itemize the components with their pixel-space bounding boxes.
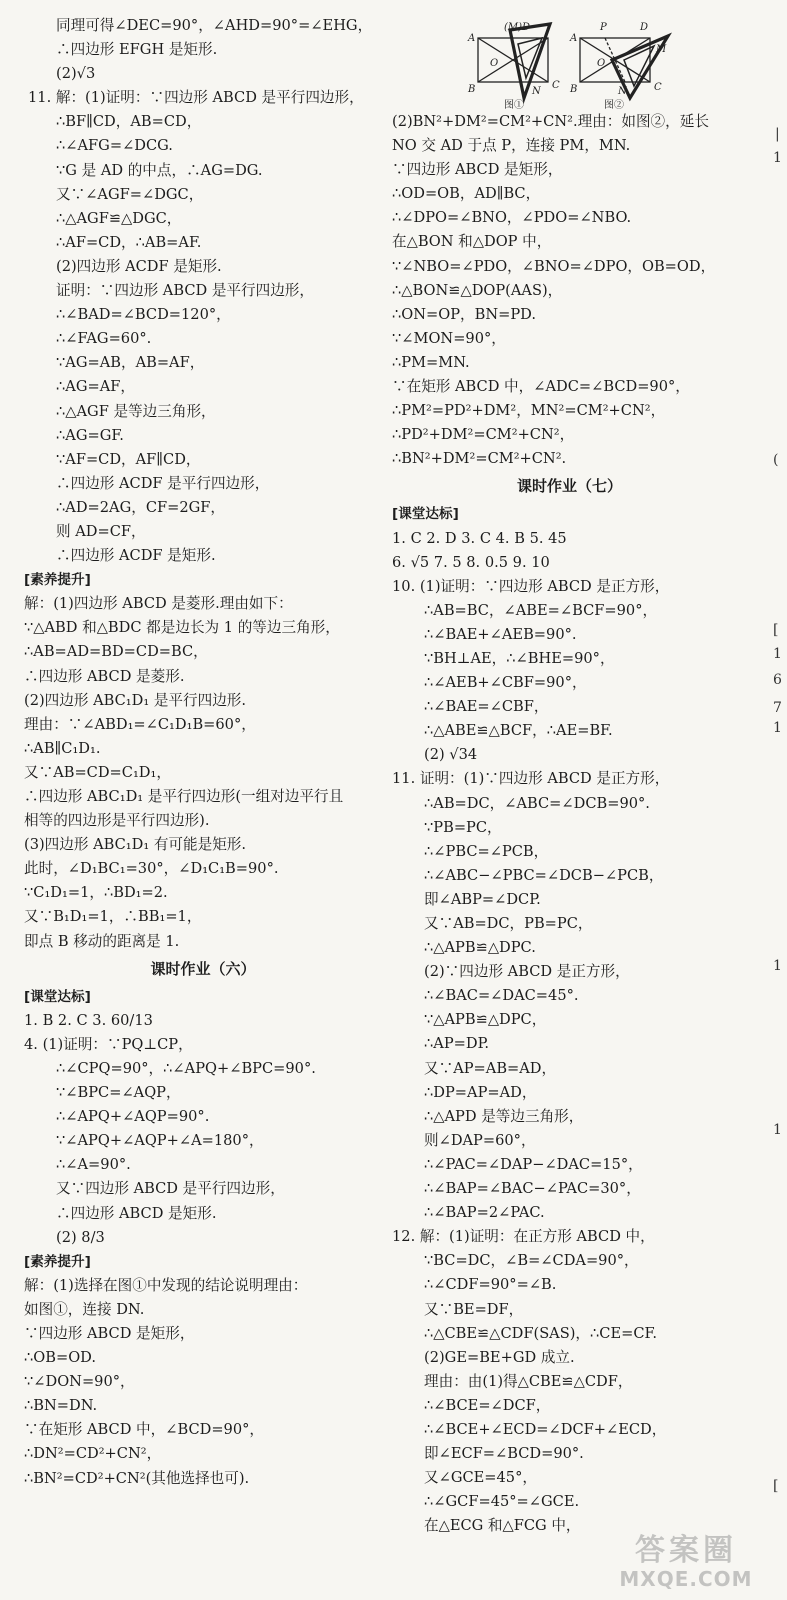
- text-line: 解：(1)四边形 ABCD 是菱形.理由如下：: [24, 595, 293, 613]
- edge-mark: [: [773, 1478, 779, 1494]
- text-line: ∵C₁D₁=1，∴BD₁=2.: [24, 884, 168, 902]
- text-line: 11. 解：(1)证明：∵四边形 ABCD 是平行四边形，: [28, 89, 364, 107]
- text-line: 理由：由(1)得△CBE≌△CDF，: [424, 1372, 633, 1390]
- text-line: ∴BN²=CD²+CN²(其他选择也可).: [24, 1469, 250, 1487]
- edge-mark: 1: [773, 150, 782, 166]
- fig1-label-b: B: [468, 84, 476, 95]
- text-line: ∴AG=GF.: [56, 426, 124, 444]
- text-line: ∴△BON≌△DOP(AAS)，: [392, 281, 563, 299]
- fig1-label-o: O: [490, 58, 499, 69]
- text-line: ∴∠GCF=45°=∠GCE.: [424, 1493, 580, 1511]
- text-line: ∴∠BCE=∠DCF，: [424, 1396, 551, 1414]
- text-line: 又∵B₁D₁=1，∴BB₁=1，: [24, 908, 202, 926]
- fig1-label-c: C: [552, 80, 560, 91]
- text-line: 在△BON 和△DOP 中，: [392, 233, 552, 251]
- left-column: [24, 14, 382, 1491]
- right-column: [392, 14, 747, 1538]
- text-line: ∵四边形 ABCD 是矩形，: [392, 161, 563, 179]
- text-line: 1. C 2. D 3. C 4. B 5. 45: [392, 529, 567, 547]
- edge-mark: [: [773, 622, 779, 638]
- text-line: ∴∠A=90°.: [56, 1156, 131, 1174]
- text-line: (2)BN²+DM²=CM²+CN².理由：如图②，延长: [392, 113, 709, 130]
- text-line: ∴∠BAE+∠AEB=90°.: [424, 625, 577, 643]
- text-line: ∴∠BCE+∠ECD=∠DCF+∠ECD，: [424, 1420, 667, 1438]
- text-line: ∴∠PAC=∠DAP−∠DAC=15°，: [424, 1155, 643, 1173]
- text-line: ∴△AGF≌△DGC，: [56, 209, 182, 227]
- text-line: ∵四边形 ABCD 是矩形，: [24, 1324, 195, 1342]
- text-line: ∵∠MON=90°，: [392, 329, 506, 347]
- text-line: ∴∠APQ+∠AQP=90°.: [56, 1108, 210, 1126]
- text-line: (2)∵四边形 ABCD 是正方形，: [424, 963, 630, 981]
- text-line: ∴AB=AD=BD=CD=BC，: [24, 643, 208, 661]
- section-label: [素养提升]: [24, 572, 91, 589]
- text-line: 即∠ECF=∠BCD=90°.: [424, 1445, 584, 1463]
- text-line: ∴∠AEB+∠CBF=90°，: [424, 674, 587, 692]
- watermark-line2: MXQE.COM: [619, 1567, 753, 1591]
- text-line: 则∠DAP=60°，: [424, 1131, 536, 1149]
- text-line: ∴△CBE≌△CDF(SAS)，∴CE=CF.: [424, 1324, 658, 1342]
- text-line: ∴BN=DN.: [24, 1397, 98, 1415]
- text-line: 又∵AB=DC，PB=PC，: [424, 915, 593, 932]
- text-line: ∴AD=2AG，CF=2GF，: [56, 498, 226, 516]
- fig1-caption: 图①: [504, 100, 524, 110]
- text-line: ∴PM=MN.: [392, 353, 470, 371]
- text-line: ∴△APD 是等边三角形，: [424, 1107, 584, 1125]
- fig1-label-a: A: [468, 33, 476, 44]
- text-line: ∵BC=DC，∠B=∠CDA=90°，: [424, 1252, 639, 1270]
- text-line: 同理可得∠DEC=90°，∠AHD=90°=∠EHG，: [56, 17, 373, 34]
- fig2-label-c: C: [654, 82, 662, 93]
- text-line: ∴∠CDF=90°=∠B.: [424, 1276, 557, 1294]
- edge-mark: |: [775, 126, 780, 142]
- text-line: ∴∠ABC−∠PBC=∠DCB−∠PCB，: [424, 866, 664, 884]
- section-label: [素养提升]: [24, 1253, 91, 1270]
- text-line: ∴四边形 ABCD 是矩形.: [56, 1204, 217, 1222]
- text-line: 相等的四边形是平行四边形).: [24, 812, 210, 830]
- text-line: ∵BH⊥AE，∴∠BHE=90°，: [424, 649, 615, 667]
- text-line: 11. 证明：(1)∵四边形 ABCD 是正方形，: [392, 770, 670, 788]
- edge-mark: 1: [773, 646, 782, 662]
- text-line: (2)GE=BE+GD 成立.: [424, 1348, 575, 1366]
- text-line: ∴四边形 ACDF 是平行四边形，: [56, 474, 270, 492]
- text-line: ∴OB=OD.: [24, 1349, 96, 1367]
- text-line: ∵∠NBO=∠PDO，∠BNO=∠DPO，OB=OD，: [392, 257, 716, 275]
- text-line: 则 AD=CF，: [56, 522, 146, 540]
- text-line: ∴△AGF 是等边三角形，: [56, 402, 216, 420]
- text-line: ∵AG=AB，AB=AF，: [56, 354, 205, 372]
- fig2-label-n: N: [618, 86, 627, 97]
- text-line: ∵∠BPC=∠AQP，: [56, 1084, 181, 1102]
- figure-area: [392, 14, 747, 110]
- text-line: 此时，∠D₁BC₁=30°，∠D₁C₁B=90°.: [24, 860, 279, 878]
- text-line: (2)四边形 ABC₁D₁ 是平行四边形.: [24, 691, 247, 709]
- text-line: ∵△ABD 和△BDC 都是边长为 1 的等边三角形，: [24, 619, 340, 637]
- text-line: 理由：∵∠ABD₁=∠C₁D₁B=60°，: [24, 715, 256, 733]
- text-line: ∴四边形 ABCD 是菱形.: [24, 667, 185, 685]
- fig2-caption: 图②: [604, 100, 624, 110]
- right-lines: [392, 110, 747, 1538]
- fig2-label-d: D: [640, 22, 649, 33]
- text-line: ∴∠PBC=∠PCB，: [424, 842, 549, 860]
- watermark-line1: 答案圈: [635, 1533, 737, 1568]
- text-line: ∴AB=DC，∠ABC=∠DCB=90°.: [424, 794, 650, 812]
- edge-mark: 6: [773, 672, 782, 688]
- text-line: 又∵四边形 ABCD 是平行四边形，: [56, 1180, 285, 1198]
- text-line: ∵△APB≌△DPC，: [424, 1011, 547, 1029]
- text-line: ∴∠BAP=2∠PAC.: [424, 1204, 545, 1222]
- edge-mark: 7: [773, 700, 782, 716]
- text-line: ∴∠BAD=∠BCD=120°，: [56, 306, 231, 324]
- text-line: ∴△ABE≌△BCF，∴AE=BF.: [424, 722, 613, 740]
- edge-mark: (: [773, 452, 779, 468]
- text-line: ∵∠DON=90°，: [24, 1373, 135, 1391]
- text-line: 又∵BE=DF，: [424, 1300, 524, 1318]
- text-line: ∵PB=PC，: [424, 818, 502, 836]
- text-line: ∴∠FAG=60°.: [56, 330, 152, 348]
- text-line: 又∵AP=AB=AD，: [424, 1059, 557, 1077]
- text-line: ∴DP=AP=AD，: [424, 1083, 537, 1101]
- fig2-label-o: O: [597, 58, 606, 69]
- text-line: ∴PD²+DM²=CM²+CN²，: [392, 426, 575, 444]
- text-line: (2) 8/3: [56, 1228, 105, 1246]
- fig2-label-b: B: [570, 84, 578, 95]
- watermark: [611, 1534, 761, 1590]
- text-line: ∵在矩形 ABCD 中，∠BCD=90°，: [24, 1421, 265, 1439]
- section-label: [课堂达标]: [392, 506, 459, 523]
- text-line: 如图①，连接 DN.: [24, 1300, 145, 1318]
- text-line: 又∵AB=CD=C₁D₁，: [24, 763, 171, 781]
- text-line: 6. √5 7. 5 8. 0.5 9. 10: [392, 553, 550, 571]
- text-line: ∴DN²=CD²+CN²，: [24, 1445, 162, 1463]
- text-line: ∴OD=OB，AD∥BC，: [392, 185, 541, 203]
- text-line: 又∵∠AGF=∠DGC，: [56, 185, 204, 203]
- text-line: 1. B 2. C 3. 60/13: [24, 1011, 153, 1029]
- text-line: ∴∠BAC=∠DAC=45°.: [424, 987, 579, 1005]
- text-line: ∴AB∥C₁D₁.: [24, 739, 101, 757]
- geometry-figures: [392, 14, 747, 110]
- text-line: ∴∠DPO=∠BNO，∠PDO=∠NBO.: [392, 209, 632, 227]
- text-line: 10. (1)证明：∵四边形 ABCD 是正方形，: [392, 577, 670, 595]
- text-line: ∴AF=CD，∴AB=AF.: [56, 233, 202, 251]
- edge-marks: [751, 0, 787, 1600]
- text-line: ∴∠BAP=∠BAC−∠PAC=30°，: [424, 1180, 641, 1198]
- fig1-label-md: (M)D: [504, 22, 531, 33]
- edge-mark: 1: [773, 958, 782, 974]
- text-line: (2) √34: [424, 746, 478, 764]
- text-line: 解：(1)选择在图①中发现的结论说明理由：: [24, 1276, 308, 1294]
- fig2-label-p: P: [600, 22, 607, 33]
- text-line: ∴PM²=PD²+DM²，MN²=CM²+CN²，: [392, 402, 666, 420]
- text-line: ∵G 是 AD 的中点，∴AG=DG.: [56, 161, 263, 179]
- text-line: ∴BN²+DM²=CM²+CN².: [392, 450, 567, 468]
- text-line: 证明：∵四边形 ABCD 是平行四边形，: [56, 282, 314, 300]
- text-line: ∵AF=CD，AF∥CD，: [56, 450, 201, 468]
- fig2-label-a: A: [570, 33, 578, 44]
- text-line: ∴四边形 EFGH 是矩形.: [56, 41, 218, 59]
- text-line: ∵∠APQ+∠AQP+∠A=180°，: [56, 1132, 264, 1150]
- text-line: (2)四边形 ACDF 是矩形.: [56, 257, 222, 275]
- text-line: NO 交 AD 于点 P，连接 PM，MN.: [392, 137, 631, 155]
- section-title: 课时作业（六）: [150, 959, 256, 978]
- text-line: ∴∠BAE=∠CBF，: [424, 698, 549, 716]
- text-line: (2)√3: [56, 65, 96, 83]
- fig2-label-m: M: [656, 44, 667, 55]
- text-line: ∴AP=DP.: [424, 1035, 490, 1053]
- section-label: [课堂达标]: [24, 988, 91, 1005]
- text-line: ∵在矩形 ABCD 中，∠ADC=∠BCD=90°，: [392, 378, 690, 396]
- text-line: 在△ECG 和△FCG 中，: [424, 1517, 581, 1535]
- section-title: 课时作业（七）: [516, 477, 622, 496]
- text-line: ∴四边形 ACDF 是矩形.: [56, 547, 216, 565]
- text-line: ∴AG=AF，: [56, 378, 135, 396]
- text-line: 即点 B 移动的距离是 1.: [24, 932, 180, 950]
- text-line: 即∠ABP=∠DCP.: [424, 890, 541, 908]
- text-line: ∴四边形 ABC₁D₁ 是平行四边形(一组对边平行且: [24, 788, 344, 805]
- text-line: ∴∠CPQ=90°，∴∠APQ+∠BPC=90°.: [56, 1059, 316, 1077]
- edge-mark: 1: [773, 720, 782, 736]
- text-line: (3)四边形 ABC₁D₁ 有可能是矩形.: [24, 836, 247, 854]
- fig1-label-n: N: [532, 86, 541, 97]
- text-line: ∴ON=OP，BN=PD.: [392, 305, 536, 323]
- text-line: ∴∠AFG=∠DCG.: [56, 137, 173, 155]
- text-line: 又∠GCE=45°，: [424, 1469, 537, 1487]
- text-line: ∴△APB≌△DPC.: [424, 939, 536, 957]
- text-line: 4. (1)证明：∵PQ⊥CP，: [24, 1035, 193, 1053]
- edge-mark: 1: [773, 1122, 782, 1138]
- text-line: 12. 解：(1)证明：在正方形 ABCD 中，: [392, 1228, 655, 1246]
- text-line: ∴BF∥CD，AB=CD，: [56, 113, 202, 131]
- text-line: ∴AB=BC，∠ABE=∠BCF=90°，: [424, 601, 658, 619]
